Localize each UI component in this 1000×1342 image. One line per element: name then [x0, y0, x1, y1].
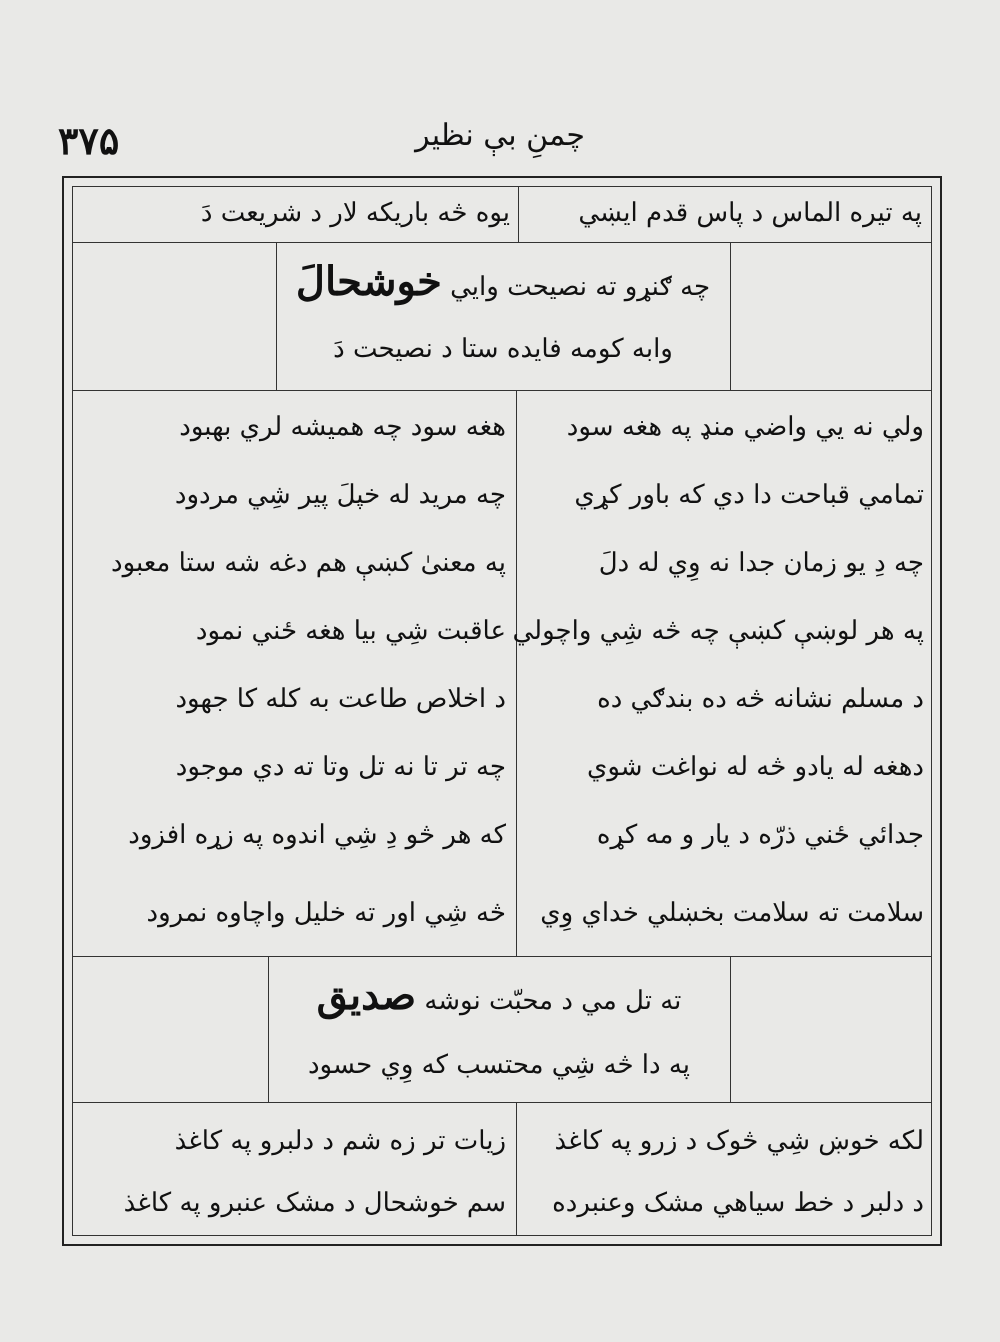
rule-after-main — [72, 956, 932, 957]
khushal-heading-text: چه ګنړو ته نصیحت وایي — [450, 272, 711, 302]
main-verse-right: ولي نه یي واضي منډ په هغه سود — [566, 412, 924, 442]
bottom-verse-right: د دلبر د خط سیاهي مشک وعنبرده — [552, 1188, 924, 1218]
main-verse-left: هغه سود چه همیشه لري بهبود — [179, 412, 506, 442]
bottom-verse-left: زیات تر زه شم د دلبرو په کاغذ — [174, 1126, 506, 1156]
main-verse-right: د مسلم نشانه څه ده بندګي ده — [597, 684, 924, 714]
rule-after-khushal — [72, 390, 932, 391]
heading1-right-border — [730, 242, 731, 390]
khushal-heading-line1 — [276, 258, 730, 305]
siddiq-name: صدیق — [316, 972, 417, 1019]
main-verse-left: په معنیٰ کښې هم دغه شه ستا معبود — [111, 548, 506, 578]
main-verse-right: سلامت ته سلامت بخښلي خداي وِي — [540, 898, 924, 928]
top-verse-left: یوه څه باریکه لار د شریعت دَ — [200, 198, 510, 228]
running-title: چمنِ بې نظیر — [415, 118, 585, 153]
divider-top — [518, 186, 519, 242]
rule-after-siddiq — [72, 1102, 932, 1103]
page-number: ۳۷۵ — [58, 118, 120, 163]
main-verse-right: تمامي قباحت دا دي که باور کړي — [574, 480, 924, 510]
main-verse-left: چه تر تا نه تل وتا ته دي موجود — [175, 752, 506, 782]
main-verse-right: جدائي ځني ذرّه د یار و مه کړه — [596, 820, 924, 850]
main-verse-right: دهغه له یادو څه له نواغت شوي — [587, 752, 924, 782]
main-verse-left: څه شِي اور ته خلیل واچاوه نمرود — [146, 898, 506, 928]
main-verse-right: په هر لوښې کښې چه څه شِي واچولي — [512, 616, 924, 646]
main-verse-left: د اخلاص طاعت به کله کا جهود — [175, 684, 506, 714]
main-verse-left: که هر څو دِ شِي اندوه په زړه افزود — [128, 820, 506, 850]
bottom-verse-left: سم خوشحال د مشک عنبرو په کاغذ — [123, 1188, 506, 1218]
main-verse-left: چه مرید له خپلَ پیر شِي مردود — [174, 480, 506, 510]
khushal-heading-line2: وابه کومه فایده ستا د نصیحت دَ — [333, 334, 673, 364]
siddiq-heading-text: ته تل مي د محبّت نوشه — [424, 986, 682, 1016]
divider-bottom — [516, 1102, 517, 1236]
siddiq-heading-line1 — [268, 972, 730, 1019]
heading2-right-border — [730, 956, 731, 1102]
siddiq-heading-line2: په دا څه شِي محتسب که وِي حسود — [307, 1050, 691, 1080]
divider-main — [516, 390, 517, 956]
rule-top — [72, 242, 932, 243]
khushal-name: خوشحالَ — [295, 258, 442, 305]
main-verse-right: چه دِ یو زمان جدا نه وِي له دلَ — [598, 548, 924, 578]
top-verse-right: په تیره الماس د پاس قدم ایښي — [578, 198, 922, 228]
main-verse-left: عاقبت شِي بیا هغه ځني نمود — [195, 616, 506, 646]
bottom-verse-right: لکه خوښ شِي څوک د زرو په کاغذ — [554, 1126, 924, 1156]
